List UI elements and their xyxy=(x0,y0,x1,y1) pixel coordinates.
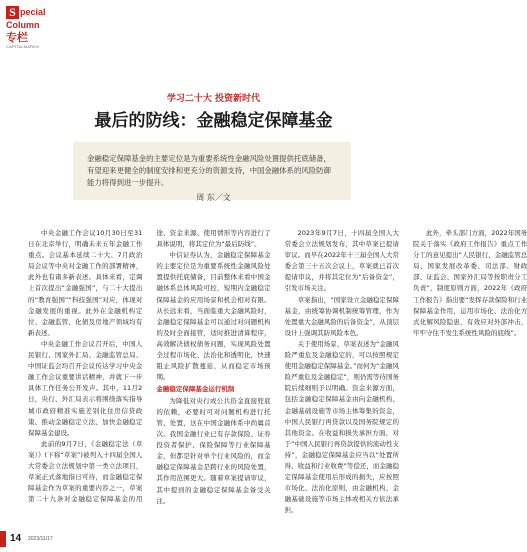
page-footer xyxy=(0,531,427,547)
article-kicker: 学习二十大 投资新时代 xyxy=(166,94,261,104)
page-number: 14 xyxy=(10,533,22,544)
column-logo-caption: CAPITALMARKS xyxy=(6,44,39,49)
body-paragraph: 关于使用场景，草案表述为“金融风险严重危及金融稳定的，可以按照规定使用金融稳定保障基金。”而何为“金融风险严重危及金融稳定”，则仍需等待国务院后续细则予以明确。资金来源方面，包括金融稳定保障基金由向金融机构、金融基础设施等市场主体筹集的资金，中国人民银行再贷款以及国务院规定的其他资金。在收益和损失承担方面，对于“中国人民银行再贷款提供的流动性支持”，金融稳定保障基金应当以“处置所得、收益和行业收费”等偿还，而金融稳定保障基金使用后形成的损失，应按照市场化、法治化原则，由金融机构、金融基础设施等市场主体或相关方依法承担。 xyxy=(284,339,399,515)
body-paragraph: 中央金融工作会议召开后，中国人民银行、国家外汇局、金融监管总局、中国证监会均召开会议传达学习中央金融工作会议重要讲话精神，并就下一步具体工作任务公开发声。其中，11月2日，央行、外汇局表示将围绕落实指导城市政府精准实施差别化住房信贷政策、推动金融稳定立法、加快金融稳定保障基金建设。 xyxy=(28,339,143,437)
body-paragraph: 此外，牵头部门方面，2022年国务院关于落实《政府工作报告》重点工作分工的意见提出“人民银行、金融监管总局、国家发展改革委、司法部、财政部、证监会、国家外汇局等按职责分工负责”，制度原则方面，2022年《政府工作报告》指出要“发挥存款保险和行业保障基金作用，运用市场化、法治化方式化解风险隐患，有效应对外部冲击，牢牢守住不发生系统性风险的底线”。 xyxy=(412,229,527,337)
article-title: 最后的防线：金融稳定保障基金 xyxy=(94,111,333,131)
column-logo-chinese: 专栏 xyxy=(6,31,28,44)
body-paragraph: 草案指出，“国家设立金融稳定保障基金，由统筹协调机制统筹管理，作为处置重大金融风险的后备资金”，从顶层设计上强调其防风险本色。 xyxy=(284,295,399,337)
footer-accent-bar xyxy=(0,531,6,547)
article-body xyxy=(28,228,527,518)
body-paragraph: 此前的9月7日，《金融稳定法（草案）》(下称“草案”)被列入十四届全国人大常委会立法规划中第一类立法项目，草案正式落地指日可待，而金融稳定保障基金作为草案的重要内容之一，草案第二十九条对金融稳定保障基金的用途、资金来源、使用情形等内容进行了具体说明，将其定位为“最后防线”。 xyxy=(28,229,271,504)
issue-date: 2023/11/17 xyxy=(28,536,53,542)
body-paragraph: 中央金融工作会议10月30日至31日在北京举行，明确未来五年金融工作重点。会议基本延续二十大、7月政治局会议等中央对金融工作的部署精神，此外也有诸多新表述。具体来看，定调上首次提出“金融强国”，与二十大提出的“教育强国”“科技强国”对应，体现对金融发展的重视。此外在金融机构定位、金融监管、化债及房地产领域均有新表述。 xyxy=(28,229,143,337)
article-summary-box xyxy=(73,142,351,200)
column-logo-letter: S xyxy=(6,6,19,19)
article-author: 周 东／文 xyxy=(196,193,231,202)
section-heading: 金融稳定保障基金运行机制 xyxy=(156,385,235,394)
column-tag xyxy=(6,6,58,64)
column-logo-english: pecial xyxy=(20,7,46,17)
article-summary-text: 金融稳定保障基金的主要定位是为重要系统性金融风险处置提供托底储备，有望迎来更健全的制度安排和更充分的资源支持，中国金融体系的风险防御能力将得到进一步提升。 xyxy=(87,154,331,187)
body-paragraph: 中信证券认为，金融稳定保障基金的主要定位是为重要系统性金融风险处置提供托底储备，目前整体来看中国金融体系总体风险可控，短期内金融稳定保障基金的应用场景和机会相对有限。从长远来看，当面临重大金融风险时，金融稳定保障基金可以通过对问题机构的及时全面接管，适时推进清算程序，高效解决债权债务问题，实现风险处置全过程市场化、法治化和透明化，快速阻止风险扩散蔓延，从而稳定市场预期。 xyxy=(156,251,271,382)
body-paragraph: 为降低对央行或公共资金直接兜底的依赖，必要时可对问题机构进行托管、处置，这在中国金融体系中尚属首次。我国金融行业已有存款保险、证券投资者保护、保险保障等行业保障基金，但都是针对单个行业风险的，而金融稳定保障基金是跨行业的风险处置，其作用范围更大。随着草案提请审议，其中提到的金融稳定保障基金备受关注。 xyxy=(156,396,271,505)
column-logo-english-line2: Column xyxy=(6,20,40,30)
body-paragraph: 2023年9月7日，十四届全国人大常委会立法规划发布，其中草案已提请审议。而早在2022年十三届全国人大常委会第三十五次会议上，草案就已首次提请审议，并将其定位为“后备资金”，引发市场关注。 xyxy=(284,229,399,293)
